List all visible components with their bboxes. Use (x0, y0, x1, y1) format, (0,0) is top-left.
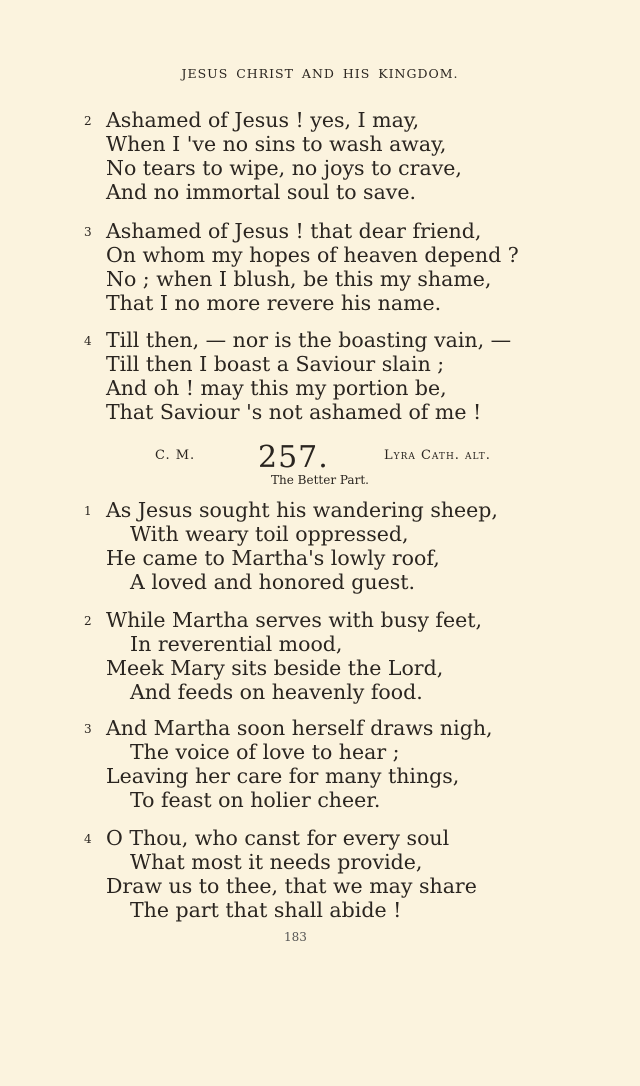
verse-line: On whom my hopes of heaven depend ? (106, 243, 519, 267)
verse-line: In reverential mood, (130, 632, 343, 656)
stanza-number: 3 (84, 722, 92, 736)
running-header: JESUS CHRIST AND HIS KINGDOM. (181, 66, 459, 81)
verse-line: No tears to wipe, no joys to crave, (106, 156, 462, 180)
verse-line: He came to Martha's lowly roof, (106, 546, 440, 570)
verse-line: No ; when I blush, be this my shame, (106, 267, 492, 291)
verse-line: Leaving her care for many things, (106, 764, 460, 788)
verse-line: Draw us to thee, that we may share (106, 874, 477, 898)
stanza-number: 4 (84, 334, 92, 348)
verse-line: And feeds on heavenly food. (130, 680, 423, 704)
stanza-number: 2 (84, 614, 92, 628)
verse-line: And Martha soon herself draws nigh, (106, 716, 493, 740)
verse-line: Ashamed of Jesus ! yes, I may, (106, 108, 420, 132)
verse-line: Till then I boast a Saviour slain ; (106, 352, 445, 376)
verse-line: The part that shall abide ! (130, 898, 402, 922)
verse-line: Meek Mary sits beside the Lord, (106, 656, 444, 680)
page-number: 183 (284, 930, 307, 944)
hymn-title: The Better Part. (271, 473, 369, 487)
verse-line: While Martha serves with busy feet, (106, 608, 483, 632)
verse-line: Ashamed of Jesus ! that dear friend, (106, 219, 482, 243)
verse-line: And oh ! may this my portion be, (106, 376, 447, 400)
verse-line: Till then, — nor is the boasting vain, — (106, 328, 512, 352)
verse-line: That I no more revere his name. (106, 291, 442, 315)
verse-line: To feast on holier cheer. (130, 788, 381, 812)
verse-line: And no immortal soul to save. (106, 180, 417, 204)
stanza-number: 3 (84, 225, 92, 239)
verse-line: A loved and honored guest. (130, 570, 416, 594)
hymn-meter: C. M. (155, 448, 196, 463)
stanza-number: 1 (84, 504, 92, 518)
verse-line: That Saviour 's not ashamed of me ! (106, 400, 482, 424)
hymn-number: 257. (258, 440, 329, 475)
hymn-tune: Lyra Cath. alt. (384, 448, 491, 463)
verse-line: What most it needs provide, (130, 850, 423, 874)
verse-line: As Jesus sought his wandering sheep, (106, 498, 498, 522)
stanza-number: 2 (84, 114, 92, 128)
verse-line: O Thou, who canst for every soul (106, 826, 450, 850)
stanza-number: 4 (84, 832, 92, 846)
verse-line: When I 've no sins to wash away, (106, 132, 447, 156)
verse-line: With weary toil oppressed, (130, 522, 409, 546)
verse-line: The voice of love to hear ; (130, 740, 400, 764)
